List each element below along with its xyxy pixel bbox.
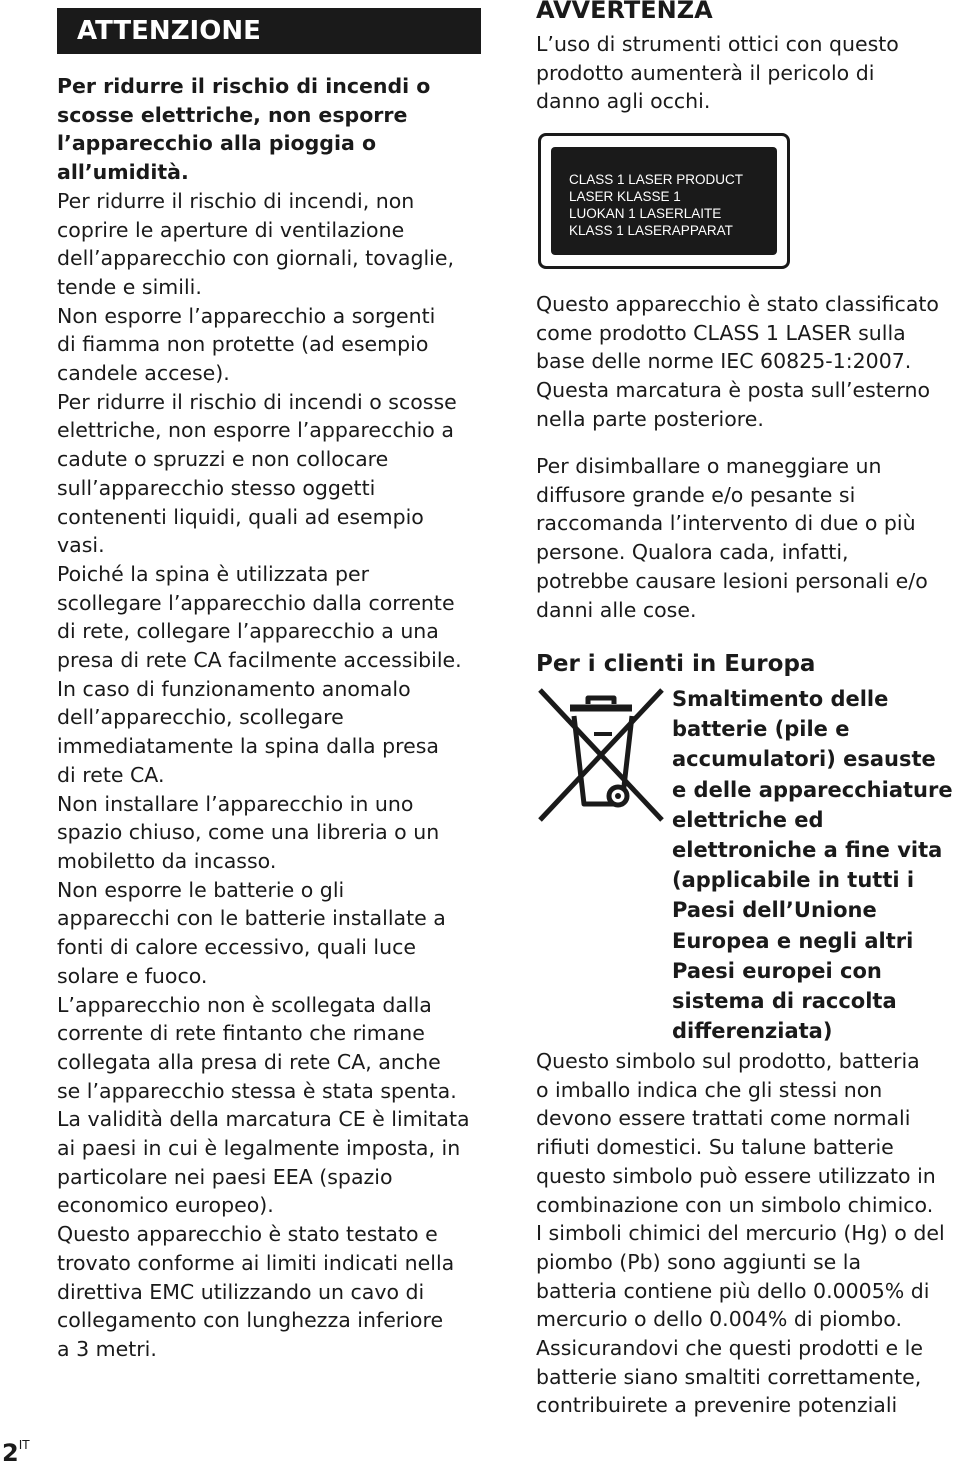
text-line: candele accese).: [57, 361, 230, 386]
text-line: L’apparecchio non è scollegata dalla: [57, 992, 432, 1017]
text-line: questo simbolo può essere utilizzato in: [536, 1163, 936, 1188]
text-line: diffusore grande e/o pesante si: [536, 482, 856, 507]
text-line: e delle apparecchiature: [672, 777, 953, 802]
text-line: cadute o spruzzi e non collocare: [57, 447, 389, 472]
text-line: contribuirete a prevenire potenziali: [536, 1393, 898, 1418]
text-line: Poiché la spina è utilizzata per: [57, 561, 369, 586]
text-line: apparecchi con le batterie installate a: [57, 906, 446, 931]
europe-heading: Per i clienti in Europa: [536, 651, 816, 677]
text-line: o imballo indica che gli stessi non: [536, 1077, 883, 1102]
text-line: raccomanda l’intervento di due o più: [536, 511, 916, 536]
text-line: contenenti liquidi, quali ad esempio: [57, 504, 424, 529]
text-line: batterie (pile e: [672, 717, 850, 742]
text-line: sull’apparecchio stesso oggetti: [57, 475, 376, 500]
text-line: mercurio o dello 0.004% di piombo.: [536, 1307, 902, 1332]
attention-banner: ATTENZIONE: [57, 8, 481, 54]
text-line: rifiuti domestici. Su talune batterie: [536, 1135, 894, 1160]
text-line: In caso di funzionamento anomalo: [57, 676, 411, 701]
text-line: collegata alla presa di rete CA, anche: [57, 1049, 441, 1074]
text-line: corrente di rete fintanto che rimane: [57, 1021, 425, 1046]
text-line: Questa marcatura è posta sull’esterno: [536, 378, 931, 403]
crossed-out-bin-icon: [536, 686, 666, 826]
text-line: di fiamma non protette (ad esempio: [57, 332, 429, 357]
text-line: Non esporre le batterie o gli: [57, 877, 345, 902]
text-line: nella parte posteriore.: [536, 406, 764, 431]
text-line: Europea e negli altri: [672, 928, 914, 953]
text-line: L’uso di strumenti ottici con questo: [536, 32, 899, 56]
warning-text: [536, 30, 960, 116]
left-column: [57, 72, 485, 1364]
text-line: sistema di raccolta: [672, 989, 897, 1014]
text-line: batteria contiene più dello 0.0005% di: [536, 1278, 930, 1303]
text-line: Non esporre l’apparecchio a sorgenti: [57, 303, 436, 328]
text-line: accumulatori) esauste: [672, 747, 936, 772]
text-line: Paesi dell’Unione: [672, 898, 877, 923]
text-line: batterie siano smaltiti correttamente,: [536, 1364, 922, 1389]
text-line: a 3 metri.: [57, 1336, 157, 1361]
text-line: La validità della marcatura CE è limitata: [57, 1107, 470, 1132]
text-line: (applicabile in tutti i: [672, 868, 915, 893]
text-line: se l’apparecchio stessa è stata spenta.: [57, 1078, 457, 1103]
text-line: mobiletto da incasso.: [57, 848, 277, 873]
page-number: [2, 1430, 30, 1468]
text-line: elettriche ed: [672, 807, 824, 832]
text-line: dell’apparecchio, scollegare: [57, 705, 344, 730]
text-line: solare e fuoco.: [57, 963, 208, 988]
page-number-value: 2: [2, 1439, 19, 1467]
laser-label-line: CLASS 1 LASER PRODUCT: [569, 172, 744, 187]
laser-class-text: [536, 290, 960, 434]
laser-label-panel: [551, 147, 777, 255]
text-line: danno agli occhi.: [536, 89, 711, 114]
text-line: l’apparecchio alla pioggia o: [57, 131, 377, 156]
text-line: potrebbe causare lesioni personali e/o: [536, 568, 928, 593]
text-line: trovato conforme ai limiti indicati nella: [57, 1250, 455, 1275]
text-line: danni alle cose.: [536, 597, 697, 622]
attention-intro: [57, 72, 485, 187]
text-line: scosse elettriche, non esporre: [57, 102, 408, 127]
text-line: Questo simbolo sul prodotto, batteria: [536, 1049, 920, 1073]
text-line: differenziata): [672, 1019, 833, 1044]
unpack-text: [536, 452, 960, 624]
laser-label-line: LASER KLASSE 1: [569, 189, 681, 204]
text-line: come prodotto CLASS 1 LASER sulla: [536, 320, 906, 345]
text-line: economico europeo).: [57, 1193, 274, 1218]
disposal-text: [536, 1047, 960, 1420]
text-line: di rete, collegare l’apparecchio a una: [57, 619, 439, 644]
text-line: combinazione con un simbolo chimico.: [536, 1192, 934, 1217]
text-line: elettroniche a fine vita: [672, 838, 943, 863]
text-line: devono essere trattati come normali: [536, 1106, 911, 1131]
text-line: collegamento con lunghezza inferiore: [57, 1308, 444, 1333]
text-line: Per ridurre il rischio di incendi, non: [57, 188, 415, 213]
text-line: direttiva EMC utilizzando un cavo di: [57, 1279, 425, 1304]
text-line: Non installare l’apparecchio in uno: [57, 791, 414, 816]
text-line: Questo apparecchio è stato testato e: [57, 1222, 438, 1247]
text-line: I simboli chimici del mercurio (Hg) o del: [536, 1221, 945, 1246]
text-line: immediatamente la spina dalla presa: [57, 734, 439, 759]
text-line: di rete CA.: [57, 762, 165, 787]
text-line: Per ridurre il rischio di incendi o: [57, 74, 431, 98]
text-line: ai paesi in cui è legalmente imposta, in: [57, 1136, 461, 1161]
text-line: particolare nei paesi EEA (spazio: [57, 1164, 393, 1189]
laser-class-label: [538, 133, 790, 269]
text-line: Paesi europei con: [672, 958, 882, 983]
laser-label-line: LUOKAN 1 LASERLAITE: [569, 206, 722, 221]
text-line: tende e simili.: [57, 274, 202, 299]
text-line: coprire le aperture di ventilazione: [57, 217, 405, 242]
warning-title: AVVERTENZA: [536, 0, 713, 24]
text-line: Smaltimento delle: [672, 687, 889, 711]
text-line: dell’apparecchio con giornali, tovaglie,: [57, 246, 454, 271]
text-line: Per disimballare o maneggiare un: [536, 454, 882, 478]
text-line: presa di rete CA facilmente accessibile.: [57, 648, 462, 673]
laser-label-line: KLASS 1 LASERAPPARAT: [569, 223, 733, 238]
text-line: fonti di calore eccessivo, quali luce: [57, 935, 416, 960]
text-line: piombo (Pb) sono aggiunti se la: [536, 1249, 862, 1274]
attention-body: [57, 187, 485, 1364]
text-line: all’umidità.: [57, 160, 189, 185]
text-line: elettriche, non esporre l’apparecchio a: [57, 418, 454, 443]
text-line: Assicurandovi che questi prodotti e le: [536, 1336, 923, 1361]
text-line: prodotto aumenterà il pericolo di: [536, 60, 875, 85]
text-line: Questo apparecchio è stato classificato: [536, 292, 939, 316]
disposal-title: [672, 684, 960, 1046]
text-line: vasi.: [57, 533, 105, 558]
language-code: IT: [18, 1438, 30, 1452]
text-line: spazio chiuso, come una libreria o un: [57, 820, 440, 845]
text-line: scollegare l’apparecchio dalla corrente: [57, 590, 455, 615]
text-line: Per ridurre il rischio di incendi o scosse: [57, 389, 457, 414]
text-line: persone. Qualora cada, infatti,: [536, 540, 849, 565]
text-line: base delle norme IEC 60825-1:2007.: [536, 349, 912, 374]
